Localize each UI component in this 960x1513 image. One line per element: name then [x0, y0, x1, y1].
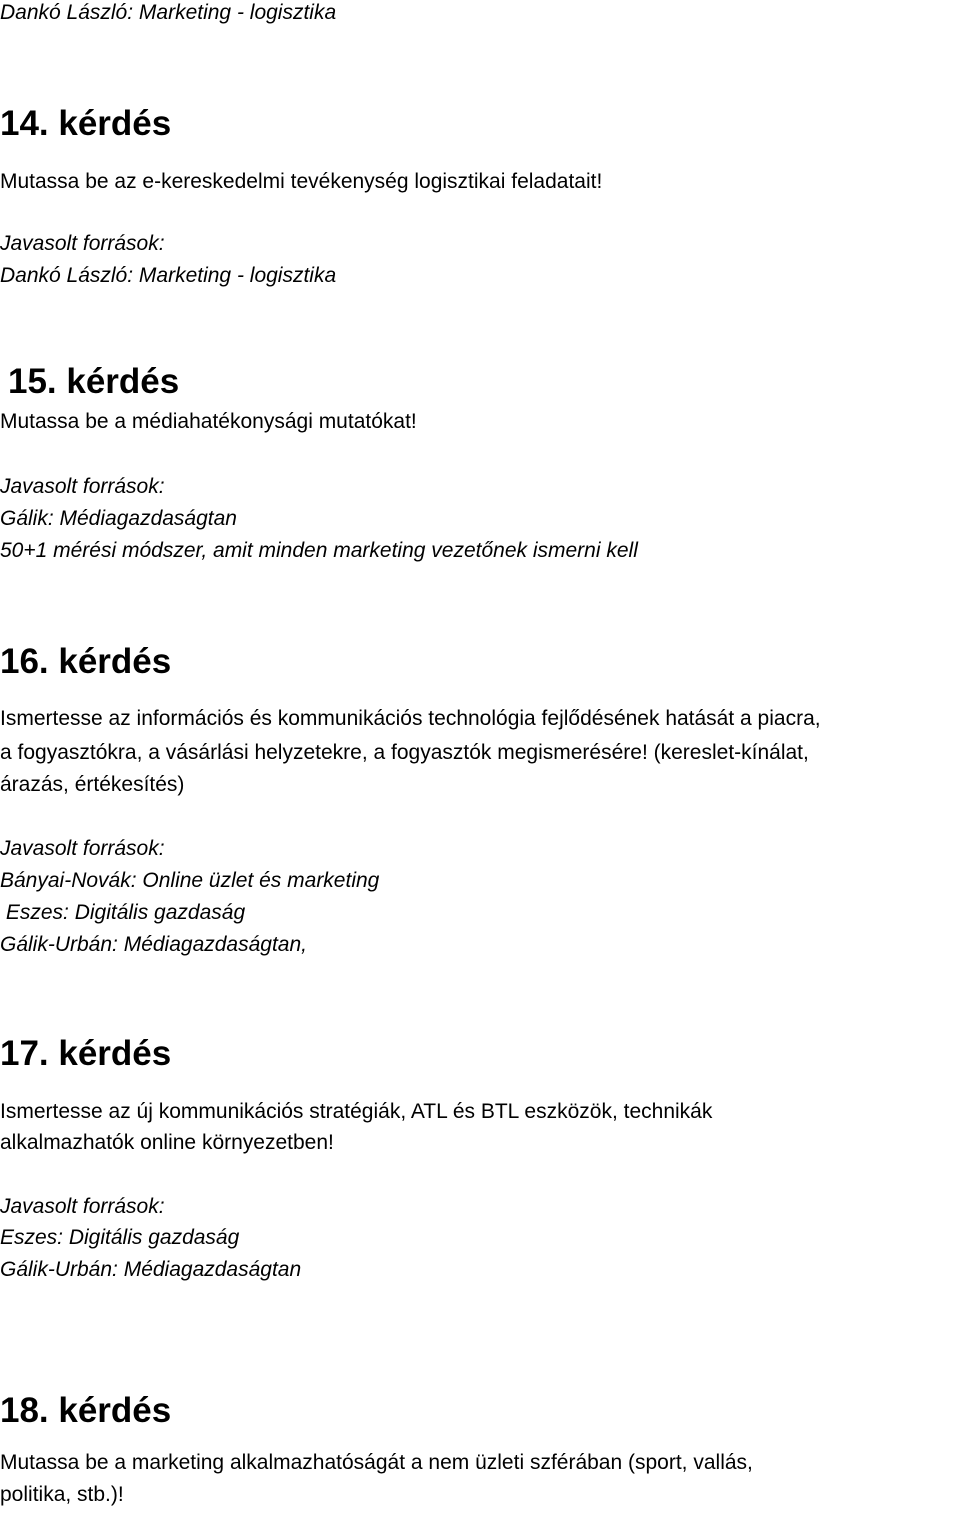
question-15-source-2: 50+1 mérési módszer, amit minden marketing vezetőnek ismerni kell [0, 539, 638, 562]
question-14-heading: 14. kérdés [0, 104, 172, 143]
question-15-text: Mutassa be a médiahatékonysági mutatókat! [0, 410, 417, 433]
question-16-text-line-2: a fogyasztókra, a vásárlási helyzetekre, a fogyasztók megismerésére! (kereslet-kínálat, [0, 741, 809, 764]
question-16-text-line-1: Ismertesse az információs és kommunikációs technológia fejlődésének hatását a piacra, [0, 707, 821, 730]
question-16-source-1: Bányai-Novák: Online üzlet és marketing [0, 869, 380, 892]
question-15-source-1: Gálik: Médiagazdaságtan [0, 507, 237, 530]
question-17-source-2: Gálik-Urbán: Médiagazdaságtan [0, 1258, 302, 1281]
question-18-text-line-2: politika, stb.)! [0, 1483, 124, 1506]
question-18-heading: 18. kérdés [0, 1391, 172, 1430]
question-16-sources-label: Javasolt források: [0, 837, 165, 860]
question-18-text-line-1: Mutassa be a marketing alkalmazhatóságát a nem üzleti szférában (sport, vallás, [0, 1451, 753, 1474]
question-17-source-1: Eszes: Digitális gazdaság [0, 1226, 240, 1249]
question-15-sources-label: Javasolt források: [0, 475, 165, 498]
question-17-text-line-2: alkalmazhatók online környezetben! [0, 1131, 334, 1154]
question-14-source-1: Dankó László: Marketing - logisztika [0, 264, 337, 287]
question-16-source-3: Gálik-Urbán: Médiagazdaságtan, [0, 933, 308, 956]
question-17-text-line-1: Ismertesse az új kommunikációs stratégiák, ATL és BTL eszközök, technikák [0, 1100, 713, 1123]
question-16-source-2: Eszes: Digitális gazdaság [0, 901, 246, 924]
question-17-sources-label: Javasolt források: [0, 1195, 165, 1218]
question-17-heading: 17. kérdés [0, 1034, 172, 1073]
question-14-text: Mutassa be az e-kereskedelmi tevékenység logisztikai feladatait! [0, 170, 603, 193]
question-16-text-line-3: árazás, értékesítés) [0, 773, 185, 796]
question-16-heading: 16. kérdés [0, 642, 172, 681]
question-15-heading: 15. kérdés [8, 362, 180, 401]
question-14-sources-label: Javasolt források: [0, 232, 165, 255]
top-source: Dankó László: Marketing - logisztika [0, 1, 337, 24]
